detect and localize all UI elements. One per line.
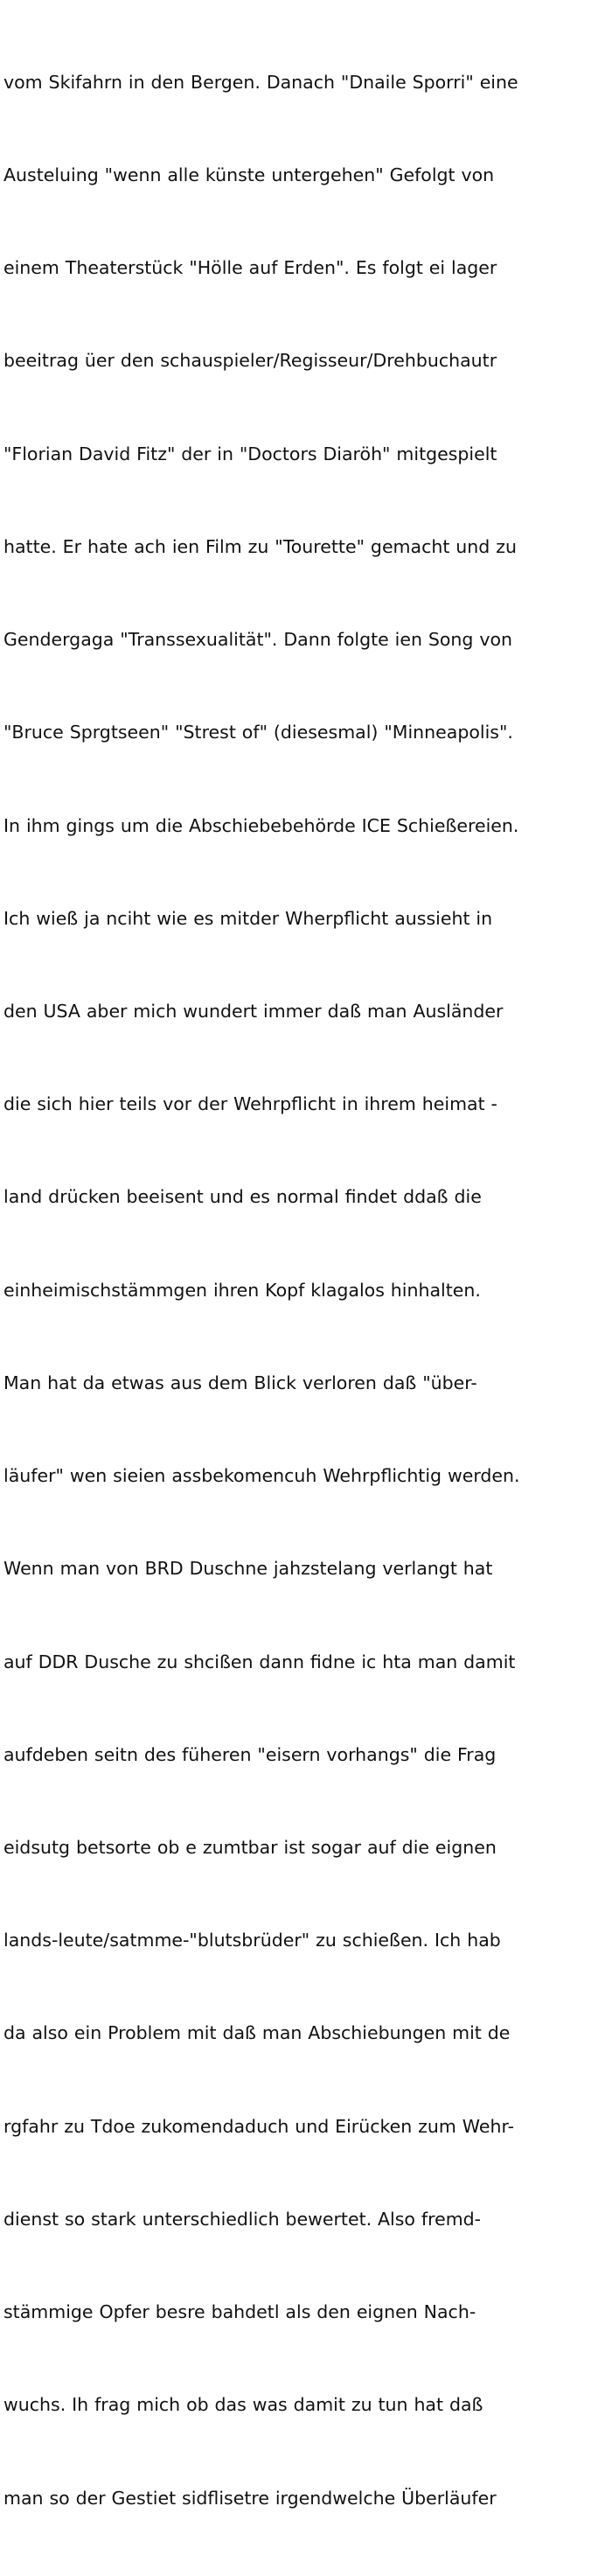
text-line: einem Theaterstück "Hölle auf Erden". Es folgt ei lager — [3, 257, 497, 279]
text-line: einheimischstämmgen ihren Kopf klagalos hinhalten. — [3, 1279, 481, 1301]
text-line: "Florian David Fitz" der in "Doctors Diaröh" mitgespielt — [3, 443, 497, 464]
text-line: rgfahr zu Tdoe zukomendaduch und Eirücken zum Wehr- — [3, 2115, 514, 2137]
document-text-body — [3, 5, 591, 2576]
text-line: "Bruce Sprgtseen" "Strest of" (diesesmal) "Minneapolis". — [3, 722, 513, 743]
text-line: wuchs. Ih frag mich ob das was damit zu tun hat daß — [3, 2394, 483, 2416]
text-line: stämmige Opfer besre bahdetl als den eignen Nach- — [3, 2301, 476, 2323]
text-line: Austeluing "wenn alle künste untergehen" Gefolgt von — [3, 164, 495, 186]
text-line: Ich wieß ja nciht wie es mitder Wherpflicht aussieht in — [3, 907, 493, 929]
text-line: Man hat da etwas aus dem Blick verloren daß "über- — [3, 1372, 477, 1393]
text-line: land drücken beeisent und es normal findet ddaß die — [3, 1186, 482, 1208]
text-line: Wenn man von BRD Duschne jahzstelang verlangt hat — [3, 1558, 493, 1580]
text-line: vom Skifahrn in den Bergen. Danach "Dnaile Sporri" eine — [3, 71, 518, 93]
text-line: aufdeben seitn des füheren "eisern vorhangs" die Frag — [3, 1743, 497, 1765]
text-line: hatte. Er hate ach ien Film zu "Tourette" gemacht und zu — [3, 535, 517, 557]
text-line: In ihm gings um die Abschiebebehörde ICE Schießereien. — [3, 814, 519, 836]
text-line: dienst so stark unterschiedlich bewertet. Also fremd- — [3, 2208, 482, 2230]
text-line: den USA aber mich wundert immer daß man Ausländer — [3, 1001, 504, 1022]
text-line: läufer" wen sieien assbekomencuh Wehrpflichtig werden. — [3, 1465, 520, 1487]
text-line: lands-leute/satmme-"blutsbrüder" zu schießen. Ich hab — [3, 1930, 501, 1951]
text-line: da also ein Problem mit daß man Abschiebungen mit de — [3, 2022, 511, 2044]
text-line: die sich hier teils vor der Wehrpflicht in ihrem heimat - — [3, 1093, 497, 1115]
text-line: auf DDR Dusche zu shcißen dann fidne ic hta man damit — [3, 1651, 516, 1672]
text-line: Gendergaga "Transsexualität". Dann folgte ien Song von — [3, 629, 513, 651]
text-line: eidsutg betsorte ob e zumtbar ist sogar auf die eignen — [3, 1836, 497, 1858]
text-line: man so der Gestiet sidflisetre irgendwelche Überläufer — [3, 2487, 497, 2509]
text-line: beeitrag üer den schauspieler/Regisseur/Drehbuchautr — [3, 350, 497, 372]
